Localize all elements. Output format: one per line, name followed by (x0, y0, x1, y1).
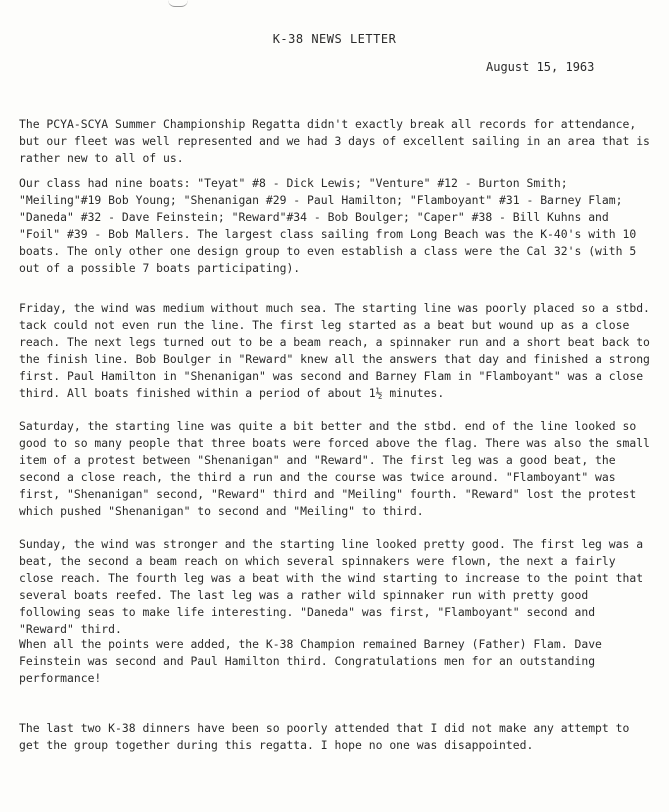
paragraph-dinners: The last two K-38 dinners have been so poorly attended that I did not make any attempt to get the group together during this regatta. I hope no one was disappointed. (19, 721, 630, 752)
paper-mark (168, 0, 188, 7)
paragraph-results: When all the points were added, the K-38 Champion remained Barney (Father) Flam. Dave Feinstein was second and Paul Hamilton third. Congratulations men for an outstanding performance! (19, 637, 602, 685)
paragraph-saturday: Saturday, the starting line was quite a bit better and the stbd. end of the line looked so good to so many people that three boats were forced above the flag. There was also the small item of a protest between "Shenanigan" and "Reward". The first leg was a good beat, the second a close reach, the third a run and the course was twice around. "Flamboyant" was first, "Shenanigan" second, "Reward" third and "Meiling" fourth. "Reward" lost the protest which pushed "Shenanigan" to second and "Meiling" to third. (19, 419, 650, 518)
paragraph-intro: The PCYA-SCYA Summer Championship Regatta didn't exactly break all records for attendance, but our fleet was well represented and we had 3 days of excellent sailing in an area that is rather new to all of us. (19, 117, 650, 165)
newsletter-title: K-38 NEWS LETTER (272, 32, 397, 46)
paragraph-boats: Our class had nine boats: "Teyat" #8 - Dick Lewis; "Venture" #12 - Burton Smith; "Meiling"#19 Bob Young; "Shenanigan #29 - Paul Hamilton; "Flamboyant" #31 - Barney Flam; "Daneda" #32 - Dave Feinstein; "Reward"#34 - Bob Boulger; "Caper" #38 - Bill Kuhns and "Foil" #39 - Bob Mallers. The largest class sailing from Long Beach was the K-40's with 10 boats. The only other one design group to even establish a class were the Cal 32's (with 5 out of a possible 7 boats participating). (19, 176, 637, 275)
paragraph-friday: Friday, the wind was medium without much sea. The starting line was poorly placed so a stbd. tack could not even run the line. The first leg started as a beat but wound up as a close reach. The next legs turned out to be a beam reach, a spinnaker run and a short beat back to the finish line. Bob Boulger in "Reward" knew all the answers that day and finished a strong first. Paul Hamilton in "Shenanigan" was second and Barney Flam in "Flamboyant" was a close third. All boats finished within a period of about 1½ minutes. (19, 301, 650, 400)
paragraph-sunday: Sunday, the wind was stronger and the starting line looked pretty good. The first leg was a beat, the second a beam reach on which several spinnakers were flown, the next a fairly close reach. The fourth leg was a beat with the wind starting to increase to the point that several boats reefed. The last leg was a rather wild spinnaker run with pretty good following seas to make life interesting. "Daneda" was first, "Flamboyant" second and "Reward" third. (19, 537, 644, 636)
newsletter-date: August 15, 1963 (486, 60, 595, 74)
